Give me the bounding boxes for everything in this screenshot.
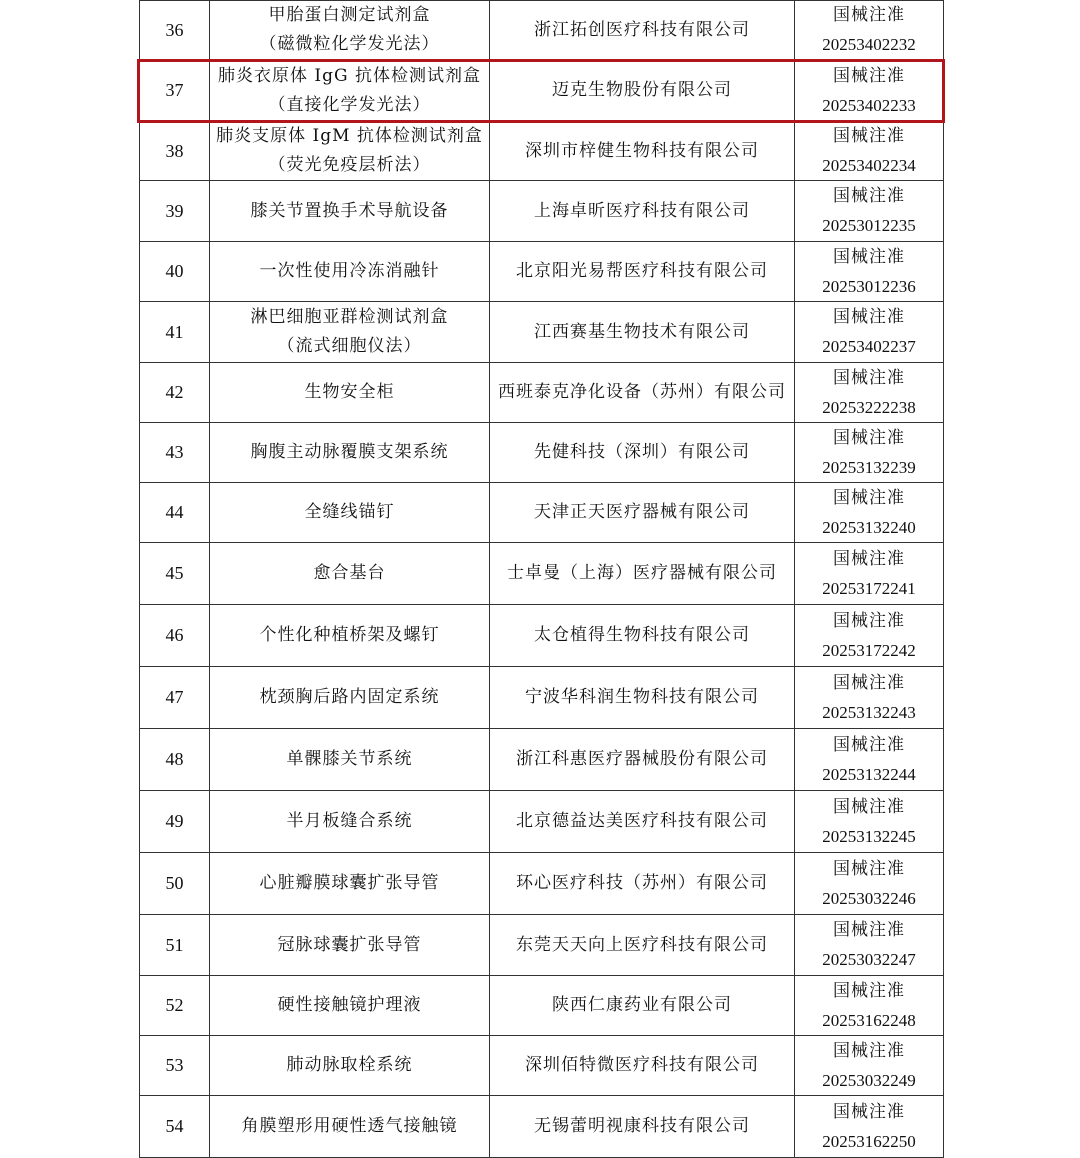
product-name-cell — [210, 60, 490, 122]
table-row — [140, 729, 944, 791]
company-name: 东莞天天向上医疗科技有限公司 — [490, 915, 795, 976]
row-number: 48 — [140, 729, 210, 791]
table-row — [140, 181, 944, 242]
company-name: 深圳佰特微医疗科技有限公司 — [490, 1036, 795, 1096]
product-name-line: （荧光免疫层析法） — [268, 155, 431, 175]
table-row — [140, 667, 944, 729]
product-name-line: 单髁膝关节系统 — [286, 749, 413, 769]
company-name: 上海卓昕医疗科技有限公司 — [490, 181, 795, 242]
row-number: 52 — [140, 976, 210, 1036]
product-name-line: 硬性接触镜护理液 — [277, 995, 422, 1015]
registration-number-cell — [795, 1, 944, 60]
product-name-line: 全缝线锚钉 — [304, 502, 395, 522]
registration-prefix: 国械注准 — [833, 858, 905, 879]
row-number: 51 — [140, 915, 210, 976]
product-name-line: 甲胎蛋白测定试剂盒 — [268, 5, 431, 25]
registration-number-cell — [795, 60, 944, 122]
product-name-line: 肺炎衣原体 IgG 抗体检测试剂盒 — [218, 65, 481, 86]
registration-prefix: 国械注准 — [833, 1040, 905, 1061]
product-name-cell — [210, 667, 490, 729]
company-name: 先健科技（深圳）有限公司 — [490, 423, 795, 483]
company-name: 陕西仁康药业有限公司 — [490, 976, 795, 1036]
row-number: 54 — [140, 1096, 210, 1158]
registration-number-cell — [795, 423, 944, 483]
row-number: 45 — [140, 543, 210, 605]
product-name-line: 淋巴细胞亚群检测试剂盒 — [250, 307, 449, 327]
product-name-line: 肺动脉取栓系统 — [286, 1055, 413, 1075]
registration-code: 20253032246 — [822, 888, 916, 908]
registration-code: 20253032249 — [822, 1070, 916, 1090]
company-name: 无锡蕾明视康科技有限公司 — [490, 1096, 795, 1158]
table-row — [140, 122, 944, 181]
registration-number-cell — [795, 1096, 944, 1158]
table-row — [140, 853, 944, 915]
company-name: 北京德益达美医疗科技有限公司 — [490, 791, 795, 853]
table-row — [140, 1036, 944, 1096]
company-name: 太仓植得生物科技有限公司 — [490, 605, 795, 667]
registration-number-cell — [795, 242, 944, 302]
registration-prefix: 国械注准 — [833, 126, 905, 146]
row-number: 44 — [140, 483, 210, 543]
registration-code: 20253132244 — [822, 764, 916, 784]
table-row — [140, 605, 944, 667]
registration-code: 20253032247 — [822, 950, 916, 969]
product-name-cell — [210, 302, 490, 363]
product-name-line: 生物安全柜 — [304, 382, 395, 402]
company-name: 环心医疗科技（苏州）有限公司 — [490, 853, 795, 915]
product-name-cell — [210, 122, 490, 181]
registration-number-cell — [795, 483, 944, 543]
row-number: 47 — [140, 667, 210, 729]
registration-number-cell — [795, 729, 944, 791]
registration-code: 20253132239 — [822, 457, 916, 477]
registration-code: 20253172242 — [822, 640, 916, 660]
registration-table — [139, 0, 944, 1158]
company-name: 宁波华科润生物科技有限公司 — [490, 667, 795, 729]
row-number: 42 — [140, 363, 210, 423]
table-row — [140, 483, 944, 543]
product-name-line: 胸腹主动脉覆膜支架系统 — [250, 442, 449, 462]
registration-number-cell — [795, 791, 944, 853]
registration-number-cell — [795, 853, 944, 915]
registration-code: 20253402233 — [822, 95, 916, 115]
product-name-line: 冠脉球囊扩张导管 — [277, 934, 422, 955]
registration-number-cell — [795, 605, 944, 667]
registration-code: 20253172241 — [822, 578, 916, 598]
table-row — [140, 363, 944, 423]
registration-prefix: 国械注准 — [833, 734, 905, 755]
registration-code: 20253162250 — [822, 1131, 916, 1151]
table-row — [140, 543, 944, 605]
table-row — [140, 1096, 944, 1158]
row-number: 40 — [140, 242, 210, 302]
row-number: 46 — [140, 605, 210, 667]
product-name-cell — [210, 423, 490, 483]
row-number: 43 — [140, 423, 210, 483]
registration-number-cell — [795, 181, 944, 242]
registration-code: 20253132245 — [822, 826, 916, 846]
row-number: 39 — [140, 181, 210, 242]
table-row — [140, 60, 944, 122]
product-name-line: 角膜塑形用硬性透气接触镜 — [241, 1116, 458, 1136]
registration-prefix: 国械注准 — [833, 246, 905, 267]
product-name-cell — [210, 543, 490, 605]
registration-code: 20253402237 — [822, 337, 916, 356]
row-number: 37 — [140, 60, 210, 122]
row-number: 53 — [140, 1036, 210, 1096]
registration-table-container — [139, 0, 943, 1158]
product-name-cell — [210, 915, 490, 976]
product-name-cell — [210, 976, 490, 1036]
registration-prefix: 国械注准 — [833, 610, 905, 631]
registration-prefix: 国械注准 — [833, 427, 905, 448]
registration-number-cell — [795, 667, 944, 729]
product-name-line: 愈合基台 — [313, 563, 386, 583]
product-name-line: 心脏瓣膜球囊扩张导管 — [259, 873, 440, 893]
row-number: 50 — [140, 853, 210, 915]
registration-number-cell — [795, 122, 944, 181]
company-name: 北京阳光易帮医疗科技有限公司 — [490, 242, 795, 302]
company-name: 迈克生物股份有限公司 — [490, 60, 795, 122]
registration-prefix: 国械注准 — [833, 367, 905, 388]
company-name: 深圳市梓健生物科技有限公司 — [490, 122, 795, 181]
company-name: 浙江拓创医疗科技有限公司 — [490, 1, 795, 60]
registration-prefix: 国械注准 — [833, 307, 905, 327]
product-name-cell — [210, 242, 490, 302]
row-number: 49 — [140, 791, 210, 853]
row-number: 41 — [140, 302, 210, 363]
registration-code: 20253222238 — [822, 397, 916, 417]
product-name-line: 半月板缝合系统 — [286, 811, 413, 831]
product-name-cell — [210, 483, 490, 543]
registration-prefix: 国械注准 — [833, 487, 905, 508]
registration-prefix: 国械注准 — [833, 1101, 905, 1122]
registration-prefix: 国械注准 — [833, 548, 905, 569]
product-name-cell — [210, 1, 490, 60]
product-name-line: （流式细胞仪法） — [277, 336, 422, 356]
table-row — [140, 423, 944, 483]
product-name-line: 个性化种植桥架及螺钉 — [259, 625, 440, 645]
product-name-cell — [210, 1036, 490, 1096]
product-name-cell — [210, 605, 490, 667]
registration-number-cell — [795, 915, 944, 976]
product-name-cell — [210, 791, 490, 853]
product-name-cell — [210, 729, 490, 791]
company-name: 江西赛基生物技术有限公司 — [490, 302, 795, 363]
company-name: 西班泰克净化设备（苏州）有限公司 — [490, 363, 795, 423]
registration-number-cell — [795, 363, 944, 423]
product-name-cell — [210, 1096, 490, 1158]
registration-code: 20253402234 — [822, 156, 916, 175]
registration-prefix: 国械注准 — [833, 5, 905, 25]
registration-number-cell — [795, 1036, 944, 1096]
registration-code: 20253132240 — [822, 517, 916, 537]
table-row — [140, 791, 944, 853]
registration-code: 20253162248 — [822, 1010, 916, 1030]
registration-number-cell — [795, 302, 944, 363]
registration-code: 20253402232 — [822, 35, 916, 54]
product-name-line: 肺炎支原体 IgM 抗体检测试剂盒 — [216, 126, 483, 146]
product-name-cell — [210, 181, 490, 242]
table-row — [140, 302, 944, 363]
registration-number-cell — [795, 976, 944, 1036]
registration-code: 20253012235 — [822, 216, 916, 235]
row-number: 38 — [140, 122, 210, 181]
product-name-line: 枕颈胸后路内固定系统 — [259, 687, 440, 707]
registration-prefix: 国械注准 — [833, 796, 905, 817]
product-name-line: 一次性使用冷冻消融针 — [259, 261, 440, 281]
registration-prefix: 国械注准 — [833, 65, 905, 86]
registration-prefix: 国械注准 — [833, 980, 905, 1001]
company-name: 天津正天医疗器械有限公司 — [490, 483, 795, 543]
product-name-line: （磁微粒化学发光法） — [259, 34, 440, 54]
registration-prefix: 国械注准 — [833, 920, 905, 940]
registration-code: 20253012236 — [822, 276, 916, 296]
registration-code: 20253132243 — [822, 702, 916, 722]
table-row — [140, 242, 944, 302]
table-row — [140, 976, 944, 1036]
row-number: 36 — [140, 1, 210, 60]
product-name-cell — [210, 363, 490, 423]
product-name-cell — [210, 853, 490, 915]
company-name: 士卓曼（上海）医疗器械有限公司 — [490, 543, 795, 605]
company-name: 浙江科惠医疗器械股份有限公司 — [490, 729, 795, 791]
table-row — [140, 1, 944, 60]
product-name-line: （直接化学发光法） — [268, 94, 431, 115]
table-row — [140, 915, 944, 976]
registration-number-cell — [795, 543, 944, 605]
product-name-line: 膝关节置换手术导航设备 — [250, 200, 449, 221]
registration-prefix: 国械注准 — [833, 186, 905, 206]
registration-prefix: 国械注准 — [833, 672, 905, 693]
